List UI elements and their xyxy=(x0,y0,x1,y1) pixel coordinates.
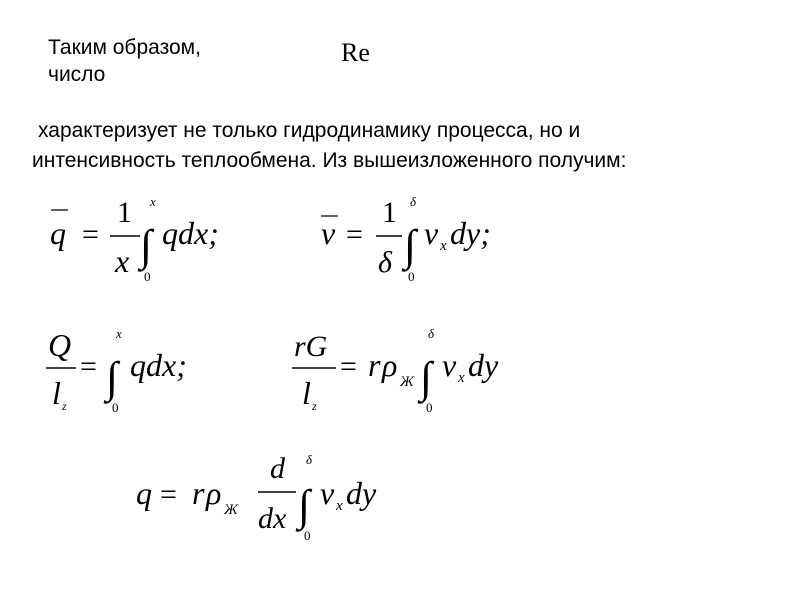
integral-sign: ∫ xyxy=(106,353,119,402)
equals-sign: = xyxy=(82,218,99,251)
denominator-subscript: z xyxy=(62,399,67,413)
integral-lower-limit: 0 xyxy=(144,269,151,284)
integral-lower-limit: 0 xyxy=(304,528,311,543)
fraction-denominator: l xyxy=(52,375,61,411)
fraction-numerator: rG xyxy=(294,330,328,363)
fraction-numerator: Q xyxy=(48,327,72,363)
intro-line-1: Таким образом, xyxy=(48,36,201,59)
integral-upper-limit: δ xyxy=(306,452,313,467)
equals-sign: = xyxy=(346,218,363,251)
derivative-denominator: dx xyxy=(258,502,287,535)
integrand: qdx; xyxy=(130,347,187,383)
integral-sign: ∫ xyxy=(298,481,311,530)
intro-line-2: число xyxy=(48,63,106,86)
density-symbol: ρ xyxy=(382,347,398,383)
lhs-symbol: q xyxy=(136,475,152,511)
integrand: qdx; xyxy=(162,215,219,251)
coefficient-r: r xyxy=(192,475,205,511)
formula-mean-velocity xyxy=(318,192,538,287)
coefficient-r: r xyxy=(368,347,381,383)
integral-upper-limit: x xyxy=(116,326,122,341)
integral-sign: ∫ xyxy=(140,221,153,270)
density-subscript: Ж xyxy=(224,502,238,518)
body-line-2: интенсивность теплообмена. Из вышеизложенного получим: xyxy=(32,149,627,172)
lhs-symbol: q xyxy=(50,215,66,251)
fraction-denominator: x xyxy=(115,243,130,279)
equals-sign: = xyxy=(80,350,97,383)
integral-upper-limit: δ xyxy=(410,194,417,209)
differential: dy; xyxy=(450,215,491,251)
integral-lower-limit: 0 xyxy=(112,400,119,415)
integral-upper-limit: x xyxy=(150,194,156,209)
formula-local-heat-flux xyxy=(132,448,412,548)
velocity-subscript: x xyxy=(458,370,465,386)
denominator-subscript: z xyxy=(312,399,317,413)
density-subscript: Ж xyxy=(400,374,414,390)
differential: dy xyxy=(346,475,377,511)
fraction-numerator: 1 xyxy=(382,196,397,229)
density-symbol: ρ xyxy=(206,475,222,511)
velocity-symbol: v xyxy=(424,215,439,251)
formula-condensate-flow xyxy=(286,320,526,420)
reynolds-number-symbol: Re xyxy=(341,38,370,67)
integral-lower-limit: 0 xyxy=(426,400,433,415)
velocity-subscript: x xyxy=(440,238,447,254)
integral-sign: ∫ xyxy=(404,221,417,270)
fraction-denominator: δ xyxy=(378,246,392,279)
velocity-symbol: v xyxy=(442,347,457,383)
integral-upper-limit: δ xyxy=(428,326,435,341)
fraction-numerator: 1 xyxy=(117,196,132,229)
fraction-denominator: l xyxy=(302,375,311,411)
integral-lower-limit: 0 xyxy=(408,269,415,284)
velocity-subscript: x xyxy=(336,498,343,514)
formula-heat-per-length xyxy=(40,320,240,420)
formula-mean-heat-flux xyxy=(40,192,260,287)
derivative-numerator: d xyxy=(270,452,285,485)
equals-sign: = xyxy=(160,478,177,511)
velocity-symbol: v xyxy=(320,475,335,511)
lhs-symbol: v xyxy=(321,215,336,251)
equals-sign: = xyxy=(340,350,357,383)
differential: dy xyxy=(468,347,499,383)
integral-sign: ∫ xyxy=(420,353,433,402)
body-line-1: характеризует не только гидродинамику процесса, но и xyxy=(38,119,581,142)
